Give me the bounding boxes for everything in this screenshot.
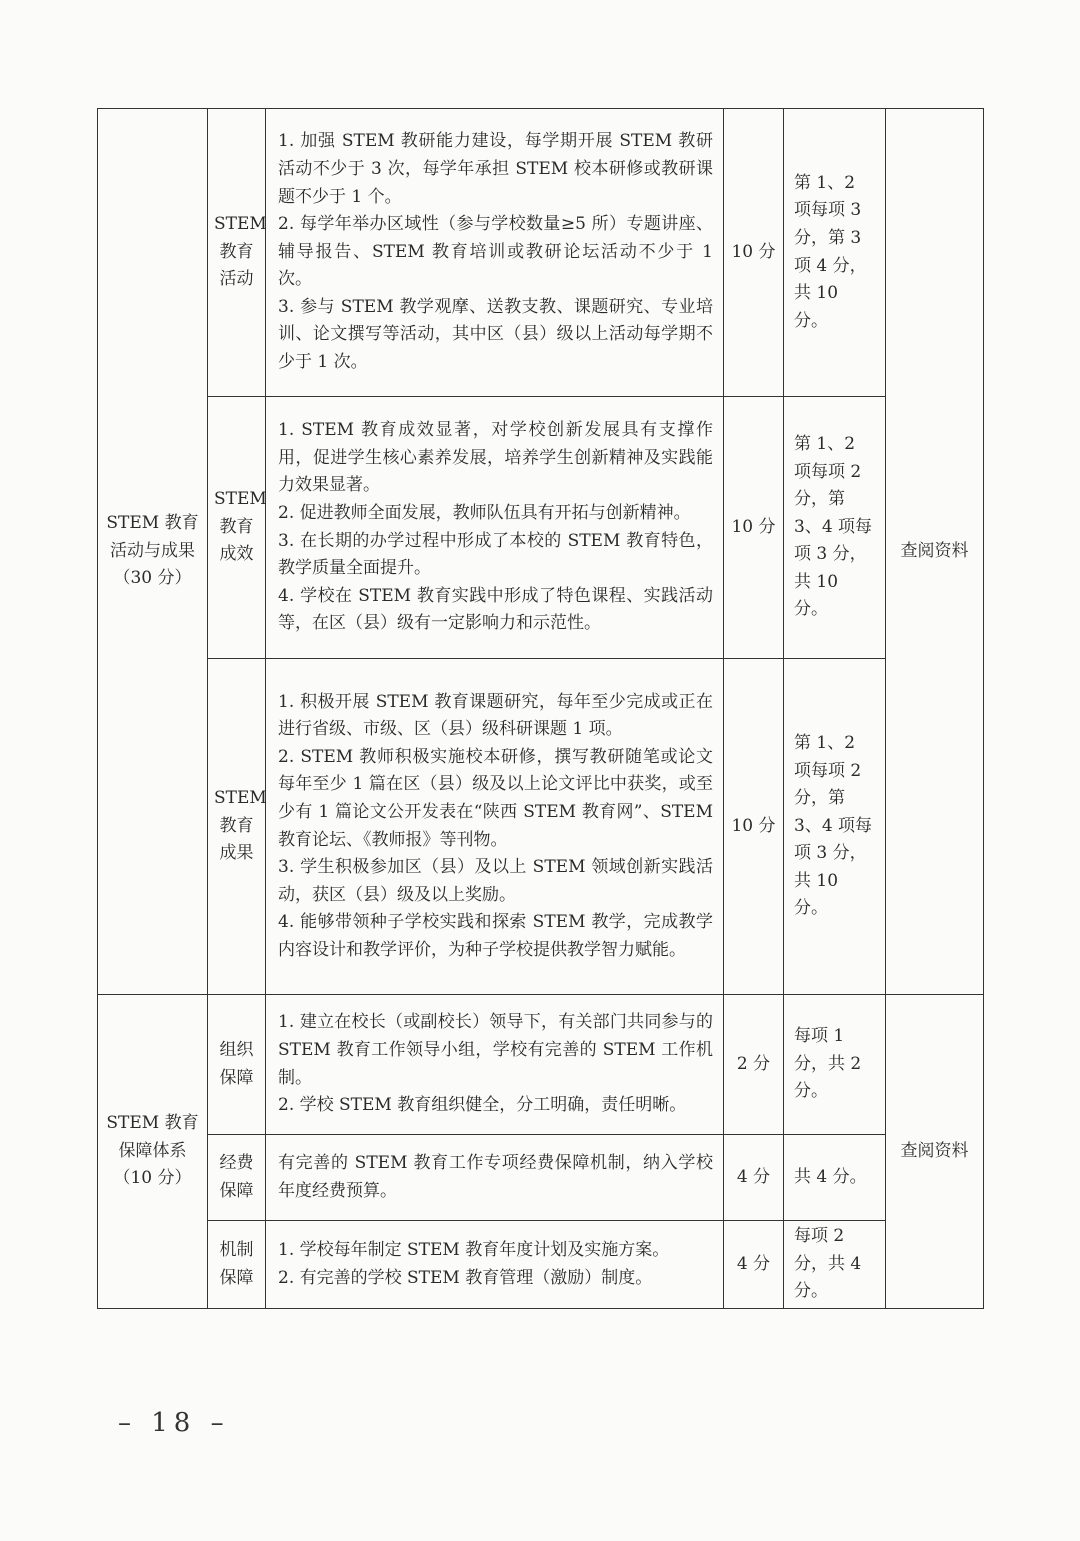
scoring-method: 第 1、2 项每项 3 分，第 3 项 4 分，共 10 分。: [794, 172, 867, 331]
verification-cell: [886, 109, 984, 995]
table-row: [98, 1221, 984, 1309]
points-value: 10 分: [731, 815, 776, 836]
page-number: – 18 –: [118, 1408, 230, 1438]
scoring-method: 第 1、2 项每项 2 分，第 3、4 项每项 3 分，共 10 分。: [794, 732, 873, 919]
table-row: [98, 109, 984, 397]
scoring-method: 每项 1 分，共 2 分。: [794, 1026, 862, 1102]
verification-method: 查阅资料: [900, 1140, 969, 1161]
subcategory-label: STEM 教育成效: [214, 489, 267, 565]
subcategory-label: 经费保障: [219, 1152, 254, 1201]
content-item: 3. 在长期的办学过程中形成了本校的 STEM 教育特色，教学质量全面提升。: [278, 530, 713, 579]
content-cell: [266, 109, 724, 397]
subcategory-label: STEM 教育活动: [214, 214, 267, 290]
content-cell: [266, 1135, 724, 1221]
table-row: [98, 397, 984, 659]
points-cell: [724, 995, 784, 1135]
content-item: 1. STEM 教育成效显著，对学校创新发展具有支撑作用，促进学生核心素养发展，培养学生创新精神及实践能力效果显著。: [278, 420, 713, 496]
subcategory-cell: [208, 397, 266, 659]
scoring-method: 每项 2 分，共 4 分。: [794, 1226, 862, 1302]
points-cell: [724, 659, 784, 995]
content-item: 2. 学校 STEM 教育组织健全，分工明确，责任明晰。: [278, 1095, 687, 1116]
category-label: STEM 教育保障体系（10 分）: [106, 1113, 199, 1189]
subcategory-cell: [208, 659, 266, 995]
content-cell: [266, 1221, 724, 1309]
points-cell: [724, 109, 784, 397]
content-item: 2. STEM 教师积极实施校本研修，撰写教研随笔或论文每年至少 1 篇在区（县）级及以上论文评比中获奖，或至少有 1 篇论文公开发表在“陕西 STEM 教育网”、STEM 教育论坛、《教师报》等刊物。: [278, 746, 713, 850]
scoring-method-cell: [784, 995, 886, 1135]
points-value: 4 分: [736, 1253, 771, 1274]
points-cell: [724, 397, 784, 659]
content-item: 1. 积极开展 STEM 教育课题研究，每年至少完成或正在进行省级、市级、区（县）级科研课题 1 项。: [278, 691, 713, 740]
category-label: STEM 教育活动与成果（30 分）: [106, 513, 199, 589]
content-cell: [266, 995, 724, 1135]
content-item: 3. 参与 STEM 教学观摩、送教支教、课题研究、专业培训、论文撰写等活动，其中区（县）级以上活动每学期不少于 1 次。: [278, 296, 713, 373]
content-item: 2. 促进教师全面发展，教师队伍具有开拓与创新精神。: [278, 502, 691, 523]
content-cell: [266, 397, 724, 659]
table-row: [98, 1135, 984, 1221]
subcategory-cell: [208, 995, 266, 1135]
scoring-method-cell: [784, 1135, 886, 1221]
scoring-method-cell: [784, 397, 886, 659]
content-item: 1. 学校每年制定 STEM 教育年度计划及实施方案。: [278, 1239, 670, 1260]
category-cell: [98, 995, 208, 1309]
content-item: 2. 每学年举办区域性（参与学校数量≥5 所）专题讲座、辅导报告、STEM 教育培训或教研论坛活动不少于 1 次。: [278, 214, 713, 290]
content-item: 4. 学校在 STEM 教育实践中形成了特色课程、实践活动等，在区（县）级有一定影响力和示范性。: [278, 585, 713, 634]
subcategory-label: 组织保障: [219, 1039, 254, 1088]
points-value: 10 分: [731, 241, 776, 262]
subcategory-label: STEM 教育成果: [214, 788, 267, 864]
content-item: 2. 有完善的学校 STEM 教育管理（激励）制度。: [278, 1267, 653, 1288]
points-cell: [724, 1221, 784, 1309]
subcategory-cell: [208, 1135, 266, 1221]
scoring-method: 第 1、2 项每项 2 分，第 3、4 项每项 3 分，共 10 分。: [794, 433, 873, 620]
subcategory-cell: [208, 1221, 266, 1309]
content-item: 1. 加强 STEM 教研能力建设，每学期开展 STEM 教研活动不少于 3 次，每学年承担 STEM 校本研修或教研课题不少于 1 个。: [278, 131, 713, 207]
table-row: [98, 659, 984, 995]
content-item: 4. 能够带领种子学校实践和探索 STEM 教学，完成教学内容设计和教学评价，为种子学校提供教学智力赋能。: [278, 912, 713, 960]
points-value: 2 分: [736, 1053, 771, 1074]
scoring-method-cell: [784, 659, 886, 995]
verification-cell: [886, 995, 984, 1309]
scoring-method-cell: [784, 109, 886, 397]
table-row: [98, 995, 984, 1135]
verification-method: 查阅资料: [900, 540, 969, 561]
content-item: 3. 学生积极参加区（县）及以上 STEM 领域创新实践活动，获区（县）级及以上奖励。: [278, 857, 713, 905]
content-item: 1. 建立在校长（或副校长）领导下，有关部门共同参与的 STEM 教育工作领导小组，学校有完善的 STEM 工作机制。: [278, 1012, 713, 1088]
scoring-method: 共 4 分。: [794, 1166, 867, 1187]
subcategory-cell: [208, 109, 266, 397]
category-cell: [98, 109, 208, 995]
content-cell: [266, 659, 724, 995]
subcategory-label: 机制保障: [219, 1239, 254, 1288]
scoring-method-cell: [784, 1221, 886, 1309]
points-cell: [724, 1135, 784, 1221]
evaluation-criteria-table: [97, 108, 984, 1309]
points-value: 10 分: [731, 516, 776, 537]
content-item: 有完善的 STEM 教育工作专项经费保障机制，纳入学校年度经费预算。: [278, 1152, 713, 1201]
points-value: 4 分: [736, 1166, 771, 1187]
